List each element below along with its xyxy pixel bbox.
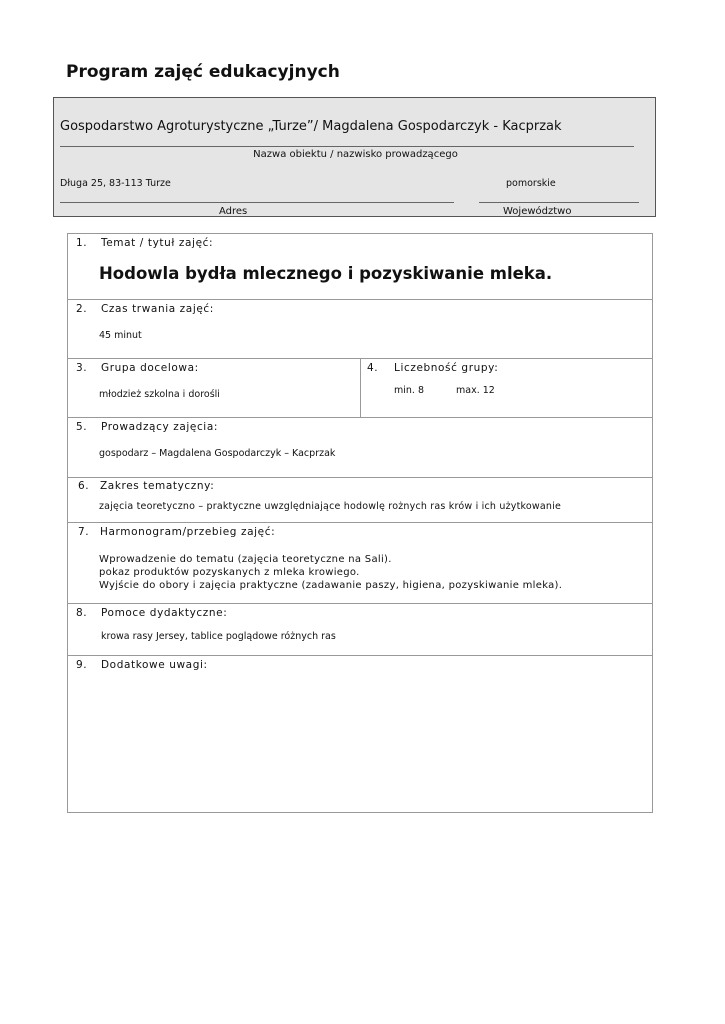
section-duration — [68, 300, 652, 359]
object-name-caption: Nazwa obiektu / nazwisko prowadzącego — [253, 149, 458, 160]
object-name-line — [60, 146, 634, 147]
voivodeship-value: pomorskie — [506, 178, 556, 189]
page-title: Program zajęć edukacyjnych — [66, 62, 340, 82]
voivodeship-line — [479, 202, 639, 203]
topic-value: Hodowla bydła mlecznego i pozyskiwanie mleka. — [99, 264, 553, 283]
section-number: 2. — [76, 303, 88, 315]
section-number: 3. — [76, 362, 88, 374]
section-schedule — [68, 523, 652, 604]
column-divider — [360, 359, 361, 417]
section-label: Dodatkowe uwagi: — [101, 659, 208, 671]
group-max-value: max. 12 — [456, 385, 495, 396]
program-form — [67, 233, 653, 813]
section-scope — [68, 478, 652, 523]
section-label: Prowadzący zajęcia: — [101, 421, 218, 433]
address-value: Długa 25, 83-113 Turze — [60, 178, 171, 189]
section-notes — [68, 656, 652, 812]
section-instructor — [68, 418, 652, 478]
section-label: Liczebność grupy: — [394, 362, 499, 374]
section-number: 1. — [76, 237, 88, 249]
address-caption: Adres — [219, 206, 248, 217]
section-number: 4. — [367, 362, 379, 374]
group-min-value: min. 8 — [394, 385, 424, 396]
section-teaching-aids — [68, 604, 652, 656]
section-number: 5. — [76, 421, 88, 433]
target-group-value: młodzież szkolna i dorośli — [99, 389, 220, 400]
schedule-line: pokaz produktów pozyskanych z mleka krowiego. — [99, 567, 360, 578]
instructor-value: gospodarz – Magdalena Gospodarczyk – Kacprzak — [99, 448, 336, 459]
section-topic — [68, 234, 652, 300]
object-name: Gospodarstwo Agroturystyczne „Turze”/ Magdalena Gospodarczyk - Kacprzak — [60, 119, 562, 134]
section-number: 8. — [76, 607, 88, 619]
header-box — [53, 97, 656, 217]
section-number: 7. — [78, 526, 90, 538]
address-line — [60, 202, 454, 203]
schedule-line: Wprowadzenie do tematu (zajęcia teoretyczne na Sali). — [99, 554, 392, 565]
scope-value: zajęcia teoretyczno – praktyczne uwzględniające hodowlę rożnych ras krów i ich użytkowanie — [99, 501, 561, 512]
section-group — [68, 359, 652, 418]
section-label: Grupa docelowa: — [101, 362, 199, 374]
section-label: Czas trwania zajęć: — [101, 303, 214, 315]
section-label: Temat / tytuł zajęć: — [101, 237, 214, 249]
duration-value: 45 minut — [99, 330, 142, 341]
voivodeship-caption: Województwo — [503, 206, 572, 217]
section-label: Harmonogram/przebieg zajęć: — [100, 526, 276, 538]
teaching-aids-value: krowa rasy Jersey, tablice poglądowe różnych ras — [101, 631, 336, 642]
schedule-line: Wyjście do obory i zajęcia praktyczne (zadawanie paszy, higiena, pozyskiwanie mleka). — [99, 580, 563, 591]
section-number: 6. — [78, 480, 90, 492]
section-label: Zakres tematyczny: — [100, 480, 215, 492]
section-number: 9. — [76, 659, 88, 671]
section-label: Pomoce dydaktyczne: — [101, 607, 228, 619]
schedule-list — [99, 553, 562, 592]
